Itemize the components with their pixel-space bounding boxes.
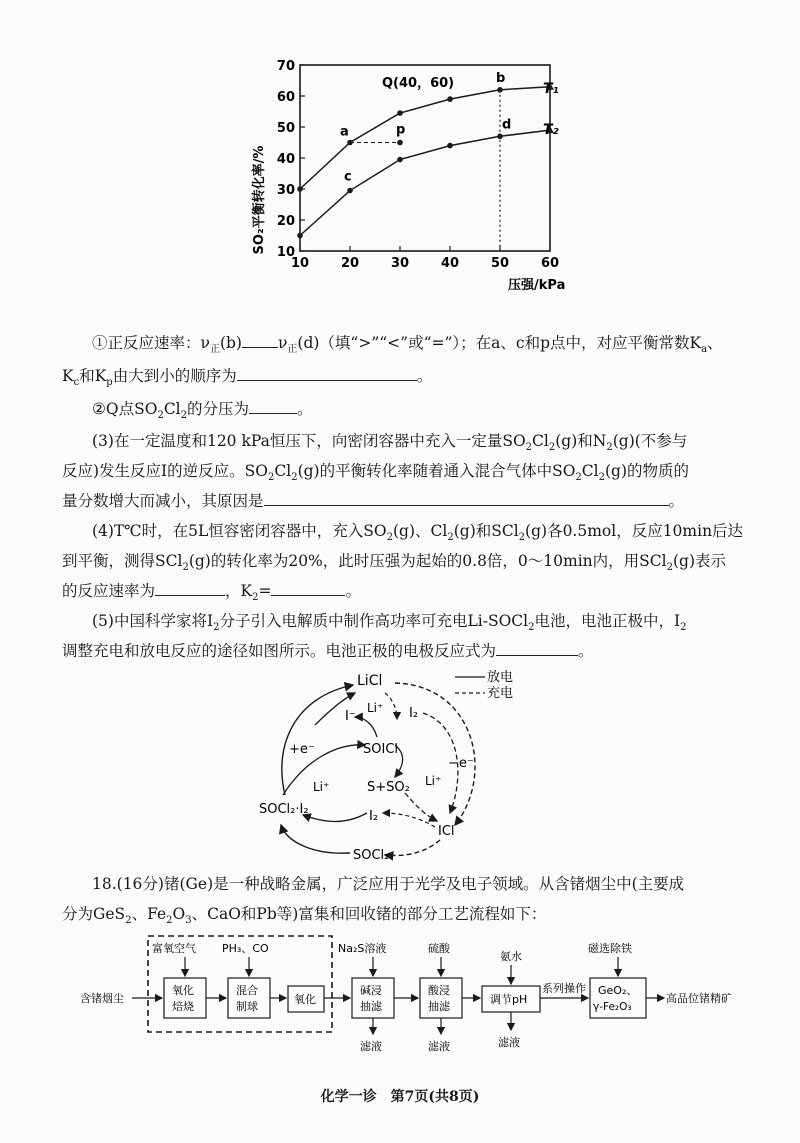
point-label-b: b — [496, 70, 506, 86]
data-point — [347, 188, 353, 194]
q5-line1: (5)中国科学家将$I_2$分子引入电解质中制作高功率可充电Li-SOCl$_2$电池，电池正极中，$I_2$ — [92, 612, 687, 634]
arrow-socl2-to-socl2i2 — [281, 825, 350, 853]
species-liplus-right: Li⁺ — [425, 774, 442, 788]
species-licl: LiCl — [357, 673, 383, 689]
data-point — [297, 186, 303, 192]
series-label-t1: T₁ — [543, 81, 559, 97]
flow-input-ph3-co: PH₃、CO — [222, 942, 269, 955]
label-minus-e: −e⁻ — [448, 756, 474, 771]
chart-points — [340, 71, 511, 251]
page-footer: 化学一诊 第7页(共8页) — [320, 1089, 480, 1105]
svg-text:γ-Fe₂O₃: γ-Fe₂O₃ — [593, 1001, 632, 1013]
arrow-licl-to-i2 — [385, 693, 397, 719]
q4-line3: 的反应速率为 ，$K_2=$ 。 — [62, 582, 361, 604]
q3-line3: 量分数增大而减小，其原因是 。 — [62, 492, 685, 510]
flow-out-filtrate-3: 滤液 — [498, 1036, 520, 1049]
x-tick-label: 50 — [490, 256, 510, 271]
species-i2-top: I₂ — [409, 706, 419, 721]
flow-input-ammonia: 氨水 — [500, 950, 522, 963]
plot-area — [300, 65, 550, 251]
flow-input-air: 富氧空气 — [152, 942, 196, 955]
svg-text:氧化: 氧化 — [172, 984, 194, 997]
answer-blank-k-order[interactable] — [237, 365, 417, 381]
svg-text:抽滤: 抽滤 — [428, 1000, 450, 1013]
svg-text:调节pH: 调节pH — [490, 993, 528, 1006]
x-tick-label: 40 — [440, 256, 460, 271]
svg-text:氧化: 氧化 — [294, 993, 316, 1006]
legend-discharge: 放电 — [487, 670, 514, 685]
species-iminus: I⁻ — [345, 709, 356, 724]
q2-line: ②Q点$SO_2Cl_2$的分压为 。 — [92, 400, 313, 422]
x-tick-label: 20 — [340, 256, 360, 271]
y-tick-label: 50 — [276, 121, 295, 136]
species-soicl: SOICl — [363, 742, 399, 757]
flow-product: 高品位锗精矿 — [666, 992, 732, 1005]
arrow-soicl-to-iminus — [355, 717, 377, 737]
species-socl2: SOCl₂ — [353, 848, 390, 863]
data-point — [447, 96, 453, 102]
chart-y-label: SO₂平衡转化率/% — [252, 145, 267, 255]
flow-feed: 含锗烟尘 — [80, 992, 124, 1005]
q4-line1: (4)T℃时，在5L恒容密闭容器中，充入$SO_2(g)$、$Cl_2(g)$和SCl$_2$(g)各0.5mol，反应10min后达 — [92, 522, 744, 544]
chart-series — [297, 83, 554, 239]
q18-line2: 分为GeS$_2$、$Fe_2O_3$、CaO和Pb等)富集和回收锗的部分工艺流程如下： — [62, 905, 547, 927]
answer-blank-k2[interactable] — [271, 580, 345, 596]
point-label-c: c — [344, 169, 352, 185]
y-tick-label: 20 — [276, 214, 295, 229]
data-point — [397, 110, 403, 116]
x-tick-label: 30 — [390, 256, 410, 271]
legend-charge: 充电 — [487, 686, 514, 701]
species-liplus-top: Li⁺ — [367, 701, 384, 715]
species-icl: ICl — [438, 824, 455, 839]
battery-cycle-diagram — [245, 665, 545, 870]
data-point — [297, 233, 303, 239]
process-flowchart — [80, 930, 780, 1060]
species-sso2: S+SO₂ — [367, 780, 410, 795]
flow-input-na2s: Na₂S溶液 — [338, 942, 387, 955]
chart-frame — [300, 65, 550, 251]
svg-text:碱浸: 碱浸 — [360, 984, 382, 997]
point-p — [397, 140, 403, 146]
answer-blank-reason[interactable] — [264, 490, 669, 506]
answer-blank-rate-value[interactable] — [155, 580, 225, 596]
species-liplus-left: Li⁺ — [313, 780, 330, 794]
data-point — [397, 157, 403, 163]
point-label-d: d — [502, 117, 512, 133]
arrow-i2-to-socl2i2 — [303, 813, 367, 822]
series-line-2 — [300, 130, 550, 235]
q5-line2: 调整充电和放电反应的途径如图所示。电池正极的电极反应式为 。 — [62, 642, 594, 660]
flow-out-filtrate-2: 滤液 — [428, 1040, 450, 1053]
species-i2-mid: I₂ — [369, 809, 379, 824]
answer-blank-partial-pressure[interactable] — [249, 398, 297, 414]
q1-line2: $K_c$和$K_p$由大到小的顺序为 。 — [62, 367, 433, 389]
series-line-1 — [300, 87, 550, 189]
y-tick-label: 60 — [276, 90, 295, 105]
q18-line1: 18.(16分)锗(Ge)是一种战略金属，广泛应用于光学及电子领域。从含锗烟尘中(主要成 — [92, 875, 685, 893]
point-label-a: a — [340, 124, 349, 140]
svg-text:抽滤: 抽滤 — [360, 1000, 382, 1013]
series-label-t2: T₂ — [543, 122, 559, 138]
svg-text:混合: 混合 — [236, 984, 258, 997]
point-label-p: p — [396, 122, 406, 138]
flow-input-magnetic: 磁选除铁 — [588, 942, 632, 955]
y-tick-label: 30 — [276, 183, 295, 198]
svg-text:制球: 制球 — [236, 1000, 258, 1013]
answer-blank-electrode[interactable] — [496, 640, 578, 656]
svg-text:酸浸: 酸浸 — [428, 984, 450, 997]
arrow-ici-to-socl2 — [385, 840, 440, 855]
flow-out-filtrate-1: 滤液 — [360, 1040, 382, 1053]
data-point — [447, 143, 453, 149]
conversion-chart — [250, 55, 580, 300]
y-tick-label: 10 — [276, 245, 295, 260]
arrow-licl-to-ici — [395, 683, 475, 825]
q3-line2: 反应)发生反应Ⅰ的逆反应。$SO_2Cl_2(g)$的平衡转化率随着通入混合气体中$SO_2Cl_2(g)$的物质的 — [62, 462, 690, 484]
arrow-sso2-to-ici — [405, 793, 437, 821]
species-socl2-i2: SOCl₂·I₂ — [259, 802, 309, 817]
arrow-ici-to-i2 — [383, 813, 435, 827]
answer-blank-rate[interactable] — [242, 332, 278, 348]
q3-line1: (3)在一定温度和120 kPa恒压下，向密闭容器中充入一定量$SO_2Cl_2(g)$和$N_2(g)$(不参与 — [92, 432, 688, 454]
label-plus-e: +e⁻ — [289, 742, 315, 757]
flow-input-acid: 硫酸 — [428, 942, 450, 955]
q1-line1: ①正反应速率：$\nu_正(b)$ $\nu_正(d)$（填“>”“<”或“=”）；在a、c和p点中，对应平衡常数$K_a$、 — [92, 334, 723, 356]
y-tick-label: 40 — [276, 152, 295, 167]
q4-line2: 到平衡，测得SCl$_2$(g)的转化率为20%，此时压强为起始的0.8倍，0～10min内，用SCl$_2$(g)表示 — [62, 552, 726, 574]
svg-text:GeO₂、: GeO₂、 — [598, 984, 638, 997]
chart-x-label: 压强/kPa — [508, 278, 566, 293]
point-label-q: Q(40，60) — [382, 76, 455, 92]
flow-series-ops: 系列操作 — [542, 982, 586, 995]
x-tick-label: 10 — [290, 256, 310, 271]
svg-text:焙烧: 焙烧 — [172, 1000, 194, 1013]
x-tick-label: 60 — [540, 256, 560, 271]
y-tick-label: 70 — [276, 59, 295, 74]
